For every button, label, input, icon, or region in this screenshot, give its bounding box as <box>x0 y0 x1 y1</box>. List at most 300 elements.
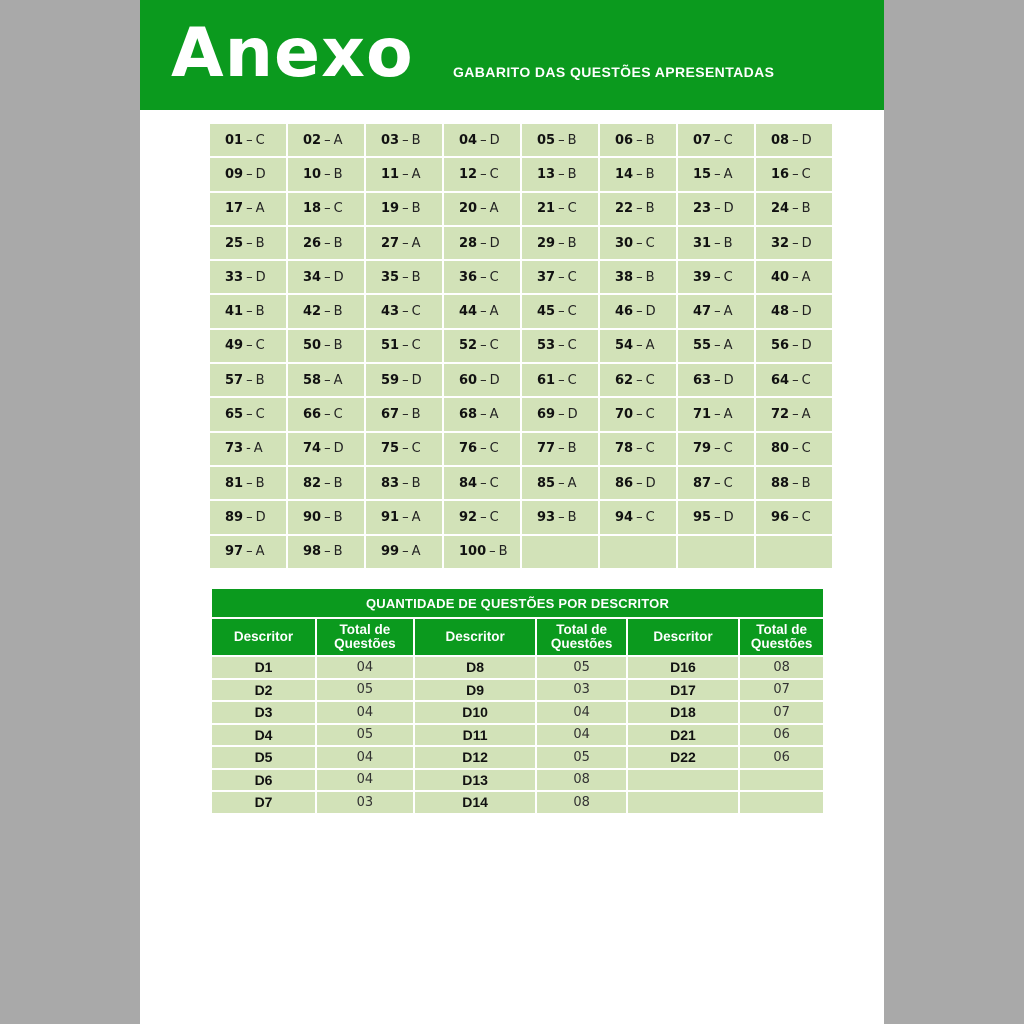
answer-cell <box>444 261 520 293</box>
answer-cell <box>600 536 676 568</box>
answer-cell <box>366 193 442 225</box>
answer-cell <box>600 158 676 190</box>
answer-letter: B <box>645 132 655 148</box>
answer-separator: – <box>714 132 721 148</box>
question-number: 50 <box>303 338 322 354</box>
answer-letter: B <box>567 235 577 251</box>
answer-separator: – <box>558 201 565 217</box>
answer-letter: C <box>489 338 499 354</box>
document-page <box>140 0 884 1024</box>
answer-letter: D <box>723 509 734 525</box>
question-number: 65 <box>225 407 244 423</box>
question-number: 53 <box>537 338 556 354</box>
question-number: 69 <box>537 407 556 423</box>
answer-cell <box>678 330 754 362</box>
answer-letter: A <box>801 407 811 423</box>
answer-cell <box>210 124 286 156</box>
answer-separator: – <box>402 372 409 388</box>
descriptor-total: 04 <box>317 747 413 768</box>
answer-separator: – <box>714 235 721 251</box>
descriptor-code: D10 <box>415 702 536 723</box>
answer-separator: – <box>792 269 799 285</box>
answer-letter: B <box>333 338 343 354</box>
answer-separator: – <box>402 509 409 525</box>
question-number: 29 <box>537 235 556 251</box>
answer-letter: A <box>801 269 811 285</box>
answer-letter: C <box>801 166 811 182</box>
question-number: 25 <box>225 235 244 251</box>
answer-cell <box>522 330 598 362</box>
descriptor-total: 05 <box>537 657 625 678</box>
answer-separator: – <box>246 544 253 560</box>
answer-letter: B <box>645 269 655 285</box>
answer-letter: A <box>723 407 733 423</box>
answer-cell <box>366 227 442 259</box>
question-number: 84 <box>459 475 478 491</box>
question-number: 71 <box>693 407 712 423</box>
answer-separator: – <box>324 132 331 148</box>
answer-cell <box>288 398 364 430</box>
answer-cell <box>210 501 286 533</box>
table-row <box>212 770 823 791</box>
answer-separator: – <box>636 235 643 251</box>
answer-letter: A <box>255 201 265 217</box>
descriptor-code: D8 <box>415 657 536 678</box>
descriptor-code: D5 <box>212 747 315 768</box>
answer-cell <box>288 193 364 225</box>
answer-cell <box>210 364 286 396</box>
answer-cell <box>444 124 520 156</box>
answer-letter: C <box>801 441 811 457</box>
answer-cell <box>522 193 598 225</box>
answer-letter: D <box>489 372 500 388</box>
question-number: 20 <box>459 201 478 217</box>
answer-cell <box>600 398 676 430</box>
answer-letter: A <box>489 201 499 217</box>
answer-separator: – <box>324 269 331 285</box>
descriptor-code: D9 <box>415 680 536 701</box>
question-number: 33 <box>225 269 244 285</box>
question-number: 35 <box>381 269 400 285</box>
answer-cell <box>756 536 832 568</box>
descriptor-total <box>740 792 823 813</box>
answer-cell <box>678 295 754 327</box>
answer-cell <box>600 330 676 362</box>
answer-cell <box>288 124 364 156</box>
question-number: 19 <box>381 201 400 217</box>
answer-cell <box>678 467 754 499</box>
answer-separator: – <box>246 166 253 182</box>
answer-letter: D <box>801 132 812 148</box>
answer-separator: – <box>558 338 565 354</box>
question-number: 27 <box>381 235 400 251</box>
answer-cell <box>210 536 286 568</box>
descriptor-code: D22 <box>628 747 738 768</box>
answer-cell <box>288 364 364 396</box>
question-number: 95 <box>693 509 712 525</box>
answer-separator: – <box>246 407 253 423</box>
question-number: 62 <box>615 372 634 388</box>
answer-separator: – <box>714 509 721 525</box>
answer-cell <box>444 227 520 259</box>
question-number: 82 <box>303 475 322 491</box>
answer-separator: – <box>246 235 253 251</box>
answer-cell <box>210 398 286 430</box>
column-header-total <box>317 619 413 655</box>
question-number: 43 <box>381 304 400 320</box>
question-number: 10 <box>303 166 322 182</box>
answer-cell <box>366 295 442 327</box>
question-number: 24 <box>771 201 790 217</box>
answer-separator: – <box>792 407 799 423</box>
question-number: 04 <box>459 132 478 148</box>
question-number: 36 <box>459 269 478 285</box>
answer-letter: B <box>411 475 421 491</box>
descriptor-table-header-row <box>212 619 823 655</box>
table-row <box>212 680 823 701</box>
answer-separator: – <box>792 201 799 217</box>
answer-separator: – <box>480 269 487 285</box>
descriptor-total: 05 <box>537 747 625 768</box>
answer-letter: C <box>723 475 733 491</box>
answer-letter: B <box>255 304 265 320</box>
answer-cell <box>288 158 364 190</box>
question-number: 14 <box>615 166 634 182</box>
answer-separator: – <box>402 166 409 182</box>
answer-separator: – <box>480 372 487 388</box>
question-number: 23 <box>693 201 712 217</box>
answer-separator: – <box>402 441 409 457</box>
answer-letter: C <box>489 509 499 525</box>
answer-cell <box>678 536 754 568</box>
question-number: 98 <box>303 544 322 560</box>
question-number: 67 <box>381 407 400 423</box>
answer-separator: – <box>792 509 799 525</box>
answer-letter: B <box>333 235 343 251</box>
answer-letter: B <box>411 407 421 423</box>
table-row <box>212 702 823 723</box>
answer-cell <box>678 227 754 259</box>
answer-letter: C <box>645 407 655 423</box>
answer-letter: B <box>645 166 655 182</box>
answer-letter: C <box>489 166 499 182</box>
answer-cell <box>366 433 442 465</box>
question-number: 22 <box>615 201 634 217</box>
column-header-total-line2: Questões <box>550 636 613 651</box>
answer-letter: B <box>333 509 343 525</box>
answer-separator: – <box>636 475 643 491</box>
answer-separator: – <box>402 201 409 217</box>
answer-cell <box>210 158 286 190</box>
question-number: 64 <box>771 372 790 388</box>
answer-separator: – <box>792 475 799 491</box>
answer-letter: B <box>645 201 655 217</box>
answer-letter: D <box>801 235 812 251</box>
answer-letter: C <box>723 269 733 285</box>
answer-cell <box>600 364 676 396</box>
descriptor-table-body <box>212 657 823 813</box>
question-number: 12 <box>459 166 478 182</box>
question-number: 72 <box>771 407 790 423</box>
question-number: 73 <box>225 441 244 457</box>
answer-separator: – <box>324 201 331 217</box>
question-number: 40 <box>771 269 790 285</box>
table-row <box>212 657 823 678</box>
question-number: 89 <box>225 509 244 525</box>
question-number: 48 <box>771 304 790 320</box>
answer-letter: C <box>567 338 577 354</box>
answer-letter: C <box>723 441 733 457</box>
descriptor-code <box>628 792 738 813</box>
answer-cell <box>366 467 442 499</box>
answer-separator: – <box>402 544 409 560</box>
answer-cell <box>444 158 520 190</box>
question-number: 34 <box>303 269 322 285</box>
answer-separator: – <box>636 407 643 423</box>
header-banner <box>140 0 884 110</box>
answer-separator: – <box>480 441 487 457</box>
descriptor-total: 04 <box>537 725 625 746</box>
answer-letter: B <box>723 235 733 251</box>
answer-cell <box>522 433 598 465</box>
answer-cell <box>366 501 442 533</box>
descriptor-total: 08 <box>537 792 625 813</box>
table-row <box>212 725 823 746</box>
answer-separator: – <box>714 304 721 320</box>
answer-letter: B <box>567 441 577 457</box>
answer-separator: – <box>714 407 721 423</box>
answer-separator: – <box>792 372 799 388</box>
answer-cell <box>444 536 520 568</box>
descriptor-total: 04 <box>317 657 413 678</box>
answer-cell <box>444 193 520 225</box>
question-number: 86 <box>615 475 634 491</box>
answer-letter: A <box>411 509 421 525</box>
answer-separator: – <box>402 235 409 251</box>
answer-cell <box>366 124 442 156</box>
answer-separator: – <box>558 441 565 457</box>
answer-letter: A <box>411 166 421 182</box>
question-number: 56 <box>771 338 790 354</box>
answer-cell <box>366 536 442 568</box>
question-number: 21 <box>537 201 556 217</box>
question-number: 96 <box>771 509 790 525</box>
answer-cell <box>600 295 676 327</box>
answer-letter: B <box>255 235 265 251</box>
descriptor-code: D18 <box>628 702 738 723</box>
question-number: 60 <box>459 372 478 388</box>
descriptor-total: 05 <box>317 680 413 701</box>
answer-separator: – <box>480 132 487 148</box>
question-number: 83 <box>381 475 400 491</box>
descriptor-code: D11 <box>415 725 536 746</box>
answer-letter: C <box>645 441 655 457</box>
descriptor-total: 06 <box>740 747 823 768</box>
answer-separator: – <box>402 269 409 285</box>
question-number: 54 <box>615 338 634 354</box>
column-header-total-line1: Total de <box>339 622 391 637</box>
answer-letter: A <box>253 441 263 457</box>
answer-separator: – <box>636 201 643 217</box>
answer-letter: C <box>645 509 655 525</box>
answer-cell <box>522 364 598 396</box>
answer-cell <box>600 467 676 499</box>
question-number: 37 <box>537 269 556 285</box>
question-number: 07 <box>693 132 712 148</box>
answer-letter: B <box>567 166 577 182</box>
question-number: 18 <box>303 201 322 217</box>
answer-cell <box>444 467 520 499</box>
column-header-total-line2: Questões <box>334 636 396 651</box>
answer-letter: D <box>645 304 656 320</box>
answer-letter: C <box>255 132 265 148</box>
answer-separator: – <box>402 475 409 491</box>
answer-separator: – <box>558 475 565 491</box>
answer-cell <box>600 501 676 533</box>
question-number: 80 <box>771 441 790 457</box>
column-header-total <box>537 619 625 655</box>
answer-separator: – <box>636 304 643 320</box>
answer-cell <box>444 330 520 362</box>
answer-cell <box>288 501 364 533</box>
answer-separator: – <box>324 338 331 354</box>
answer-cell <box>522 536 598 568</box>
answer-cell <box>210 227 286 259</box>
descriptor-total: 03 <box>317 792 413 813</box>
answer-separator: – <box>324 304 331 320</box>
answer-letter: B <box>801 475 811 491</box>
answer-letter: A <box>333 372 343 388</box>
answer-separator: – <box>324 235 331 251</box>
answer-cell <box>444 364 520 396</box>
answer-letter: A <box>723 166 733 182</box>
question-number: 92 <box>459 509 478 525</box>
answer-cell <box>678 158 754 190</box>
answer-cell <box>210 261 286 293</box>
answer-cell <box>522 295 598 327</box>
answer-cell <box>366 261 442 293</box>
answer-cell <box>600 227 676 259</box>
answer-cell <box>366 158 442 190</box>
answer-cell <box>288 536 364 568</box>
answer-cell <box>756 193 832 225</box>
answer-separator: – <box>402 304 409 320</box>
answer-cell <box>756 330 832 362</box>
question-number: 52 <box>459 338 478 354</box>
answer-letter: D <box>723 201 734 217</box>
descriptor-code: D4 <box>212 725 315 746</box>
answer-letter: C <box>411 338 421 354</box>
answer-separator: – <box>324 509 331 525</box>
answer-separator: – <box>402 407 409 423</box>
answer-separator: – <box>714 201 721 217</box>
answer-separator: – <box>558 407 565 423</box>
column-header-descritor: Descritor <box>628 619 738 655</box>
question-number: 31 <box>693 235 712 251</box>
answer-cell <box>600 433 676 465</box>
answer-letter: C <box>645 372 655 388</box>
answer-letter: B <box>333 475 343 491</box>
answer-separator: – <box>246 338 253 354</box>
answer-cell <box>444 433 520 465</box>
answer-separator: – <box>792 338 799 354</box>
question-number: 75 <box>381 441 400 457</box>
column-header-descritor: Descritor <box>415 619 536 655</box>
answer-cell <box>756 158 832 190</box>
question-number: 42 <box>303 304 322 320</box>
question-number: 06 <box>615 132 634 148</box>
answer-cell <box>522 124 598 156</box>
question-number: 28 <box>459 235 478 251</box>
answer-letter: C <box>567 269 577 285</box>
answer-letter: C <box>567 201 577 217</box>
question-number: 99 <box>381 544 400 560</box>
question-number: 57 <box>225 372 244 388</box>
answer-letter: D <box>411 372 422 388</box>
answer-letter: C <box>489 269 499 285</box>
answer-cell <box>288 295 364 327</box>
answer-cell <box>678 501 754 533</box>
answer-key-grid <box>210 124 832 568</box>
answer-separator: – <box>489 544 496 560</box>
answer-letter: D <box>255 269 266 285</box>
answer-letter: C <box>489 475 499 491</box>
answer-letter: D <box>255 509 266 525</box>
column-header-total-line1: Total de <box>556 622 607 637</box>
answer-cell <box>678 261 754 293</box>
answer-separator: – <box>480 509 487 525</box>
answer-cell <box>444 398 520 430</box>
answer-separator: – <box>714 338 721 354</box>
descriptor-code: D3 <box>212 702 315 723</box>
answer-separator: – <box>714 166 721 182</box>
answer-letter: D <box>801 338 812 354</box>
answer-separator: – <box>558 132 565 148</box>
answer-cell <box>288 467 364 499</box>
answer-letter: C <box>723 132 733 148</box>
question-number: 39 <box>693 269 712 285</box>
question-number: 08 <box>771 132 790 148</box>
descriptor-total: 07 <box>740 680 823 701</box>
answer-cell <box>600 193 676 225</box>
answer-cell <box>288 227 364 259</box>
answer-cell <box>522 227 598 259</box>
question-number: 26 <box>303 235 322 251</box>
answer-letter: A <box>723 338 733 354</box>
answer-cell <box>756 227 832 259</box>
answer-letter: B <box>801 201 811 217</box>
answer-letter: B <box>255 475 265 491</box>
answer-letter: A <box>723 304 733 320</box>
answer-letter: B <box>411 201 421 217</box>
descriptor-total: 05 <box>317 725 413 746</box>
answer-separator: – <box>792 441 799 457</box>
answer-letter: C <box>567 304 577 320</box>
question-number: 76 <box>459 441 478 457</box>
question-number: 09 <box>225 166 244 182</box>
answer-cell <box>678 124 754 156</box>
answer-cell <box>366 364 442 396</box>
question-number: 68 <box>459 407 478 423</box>
column-header-total <box>740 619 823 655</box>
answer-cell <box>366 398 442 430</box>
answer-separator: – <box>246 509 253 525</box>
question-number: 51 <box>381 338 400 354</box>
question-number: 70 <box>615 407 634 423</box>
descriptor-code: D21 <box>628 725 738 746</box>
descriptor-table <box>210 587 825 815</box>
question-number: 47 <box>693 304 712 320</box>
